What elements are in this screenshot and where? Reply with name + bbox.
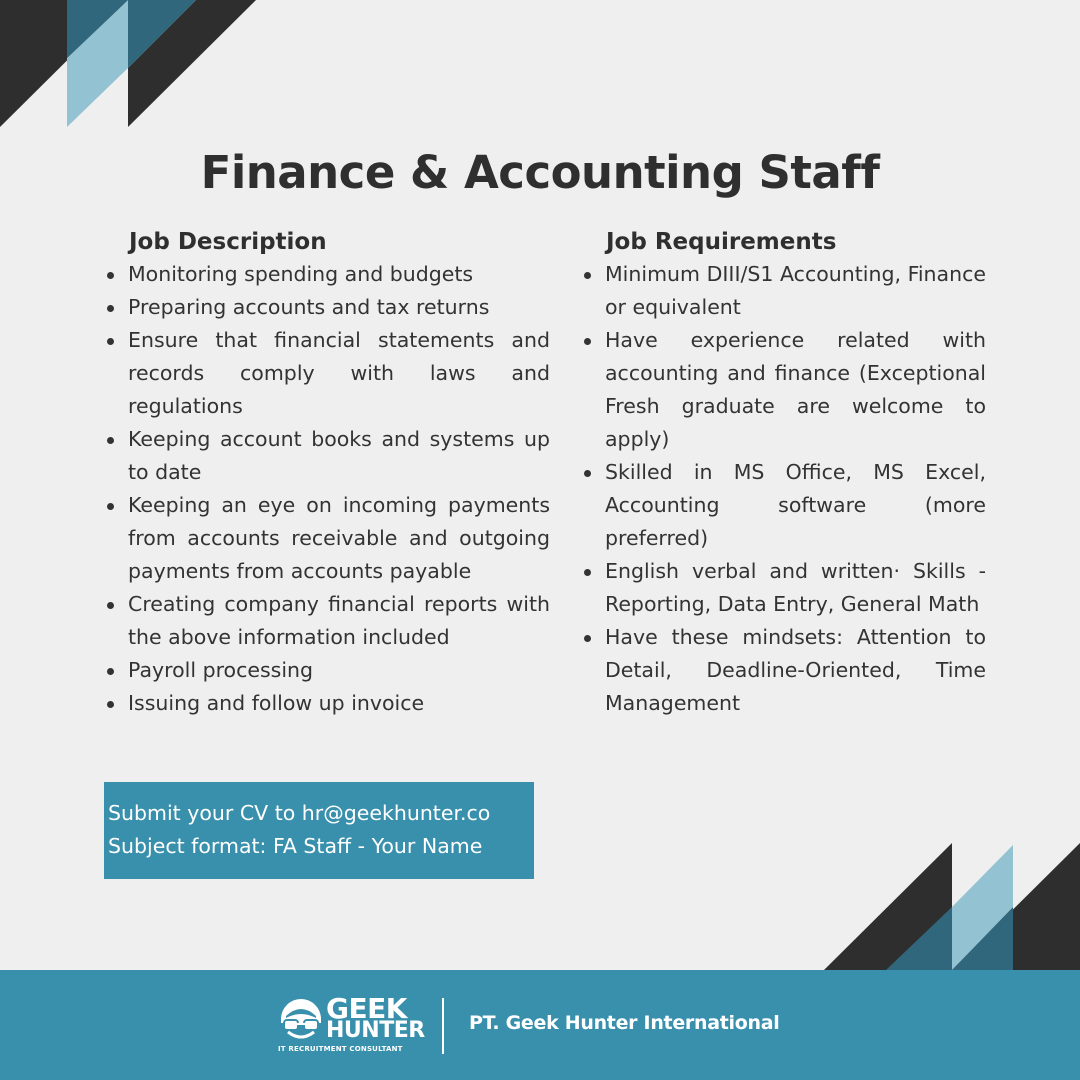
list-item: Have experience related with accounting and finance (Exceptional Fresh graduate are welcome to apply) — [581, 324, 986, 456]
list-item: Minimum DIII/S1 Accounting, Finance or equivalent — [581, 258, 986, 324]
job-description-list — [104, 258, 550, 720]
company-name: PT. Geek Hunter International — [469, 1012, 780, 1034]
submit-cv-text: Submit your CV to hr@geekhunter.co — [108, 801, 491, 825]
top-left-dark-band-1 — [0, 0, 128, 127]
top-left-light-band — [67, 0, 128, 127]
bottom-right-light-band — [952, 845, 1013, 970]
footer-divider — [442, 998, 444, 1054]
footer-bar — [0, 970, 1080, 1080]
list-item: Keeping account books and systems up to date — [104, 423, 550, 489]
list-item: Payroll processing — [104, 654, 550, 687]
list-item: Monitoring spending and budgets — [104, 258, 550, 291]
geek-face-logo-icon — [278, 996, 324, 1042]
top-left-teal-band — [67, 0, 128, 58]
logo-geek-text: GEEK — [326, 992, 407, 1025]
list-item: Preparing accounts and tax returns — [104, 291, 550, 324]
geek-hunter-logo — [278, 992, 428, 1056]
list-item: Skilled in MS Office, MS Excel, Accounting software (more preferred) — [581, 456, 986, 555]
logo-hunter-text: HUNTER — [326, 1018, 425, 1043]
page-title: Finance & Accounting Staff — [200, 146, 880, 199]
job-description-heading: Job Description — [129, 229, 327, 255]
bottom-right-teal-band-2 — [952, 907, 1013, 970]
list-item: English verbal and written· Skills - Reporting, Data Entry, General Math — [581, 555, 986, 621]
subject-format-text: Subject format: FA Staff - Your Name — [108, 834, 483, 858]
bottom-right-dark-band-1 — [824, 843, 952, 970]
list-item: Keeping an eye on incoming payments from accounts receivable and outgoing payments from accounts payable — [104, 489, 550, 588]
list-item: Ensure that financial statements and records comply with laws and regulations — [104, 324, 550, 423]
top-left-dark-band-2 — [128, 0, 256, 127]
logo-tagline: IT RECRUITMENT CONSULTANT — [278, 1045, 403, 1053]
bottom-right-teal-band — [886, 907, 952, 970]
job-requirements-section — [581, 226, 986, 720]
top-left-teal-band-2 — [128, 0, 196, 68]
job-description-section — [104, 226, 550, 720]
list-item: Creating company financial reports with the above information included — [104, 588, 550, 654]
bottom-right-dark-band-2 — [952, 843, 1080, 970]
list-item: Issuing and follow up invoice — [104, 687, 550, 720]
job-requirements-list — [581, 258, 986, 720]
list-item: Have these mindsets: Attention to Detail, Deadline-Oriented, Time Management — [581, 621, 986, 720]
submit-cv-box — [104, 782, 534, 879]
job-requirements-heading: Job Requirements — [606, 229, 837, 255]
